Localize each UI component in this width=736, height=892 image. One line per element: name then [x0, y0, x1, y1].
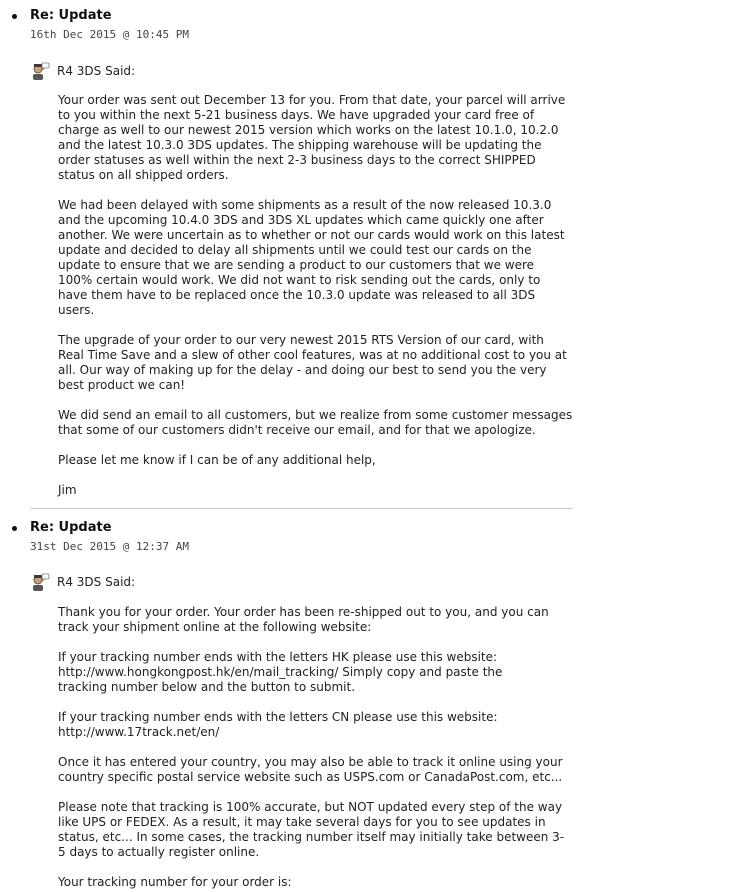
post-divider [30, 508, 573, 509]
paragraph: Thank you for your order. Your order has been re-shipped out to you, and you can track your shipment online at the following website: [58, 605, 549, 634]
post-title[interactable]: Re: Update [30, 8, 112, 23]
author-said-label: R4 3DS Said: [57, 64, 136, 78]
paragraph: We did send an email to all customers, but we realize from some customer messages that some of our customers didn't receive our email, and for that we apologize. [58, 408, 573, 437]
paragraph: Your tracking number for your order is: [58, 875, 292, 889]
bullet [12, 526, 17, 531]
author-said-label: R4 3DS Said: [57, 575, 136, 589]
paragraph: If your tracking number ends with the letters CN please use this website: http://www.17track.net/en/ [58, 710, 498, 739]
bullet [12, 14, 17, 19]
post-title[interactable]: Re: Update [30, 520, 112, 535]
post-body [58, 605, 578, 890]
paragraph: Please note that tracking is 100% accurate, but NOT updated every step of the way like UPS or FEDEX. As a result, it may take several days for you to see updates in status, etc... In some cases, the tracking number itself may initially take between 3- 5 days to actually register online. [58, 800, 565, 859]
paragraph: Once it has entered your country, you may also be able to track it online using your country specific postal service website such as USPS.com or CanadaPost.com, etc... [58, 755, 563, 784]
user-avatar-icon [30, 61, 50, 81]
post-body [58, 93, 578, 498]
post-date: 31st Dec 2015 @ 12:37 AM [30, 540, 189, 553]
signature: Jim [58, 483, 77, 497]
paragraph: We had been delayed with some shipments as a result of the now released 10.3.0 and the upcoming 10.4.0 3DS and 3DS XL updates which came quickly one after another. We were uncertain as to whether or not our cards would work on this latest update and decided to delay all shipments until we could test our cards on the update to ensure that we are sending a product to our customers that we were 100% certain would work. We did not want to risk sending out the cards, only to have them have to be replaced once the 10.3.0 update was released to all 3DS users. [58, 198, 565, 317]
paragraph: Please let me know if I can be of any additional help, [58, 453, 376, 467]
post-date: 16th Dec 2015 @ 10:45 PM [30, 28, 189, 41]
paragraph: Your order was sent out December 13 for you. From that date, your parcel will arrive to you within the next 5-21 business days. We have upgraded your card free of charge as well to our newest 2015 version which works on the latest 10.1.0, 10.2.0 and the latest 10.3.0 3DS updates. The shipping warehouse will be updating the order statuses as well within the next 2-3 business days to the correct SHIPPED status on all shipped orders. [58, 93, 566, 182]
user-avatar-icon [30, 572, 50, 592]
paragraph: If your tracking number ends with the letters HK please use this website: http://www.hongkongpost.hk/en/mail_tracking/ Simply copy and paste the tracking number below and the button to submit. [58, 650, 503, 694]
paragraph: The upgrade of your order to our very newest 2015 RTS Version of our card, with Real Time Save and a slew of other cool features, was at no additional cost to you at all. Our way of making up for the delay - and doing our best to send you the very best product we can! [58, 333, 567, 392]
